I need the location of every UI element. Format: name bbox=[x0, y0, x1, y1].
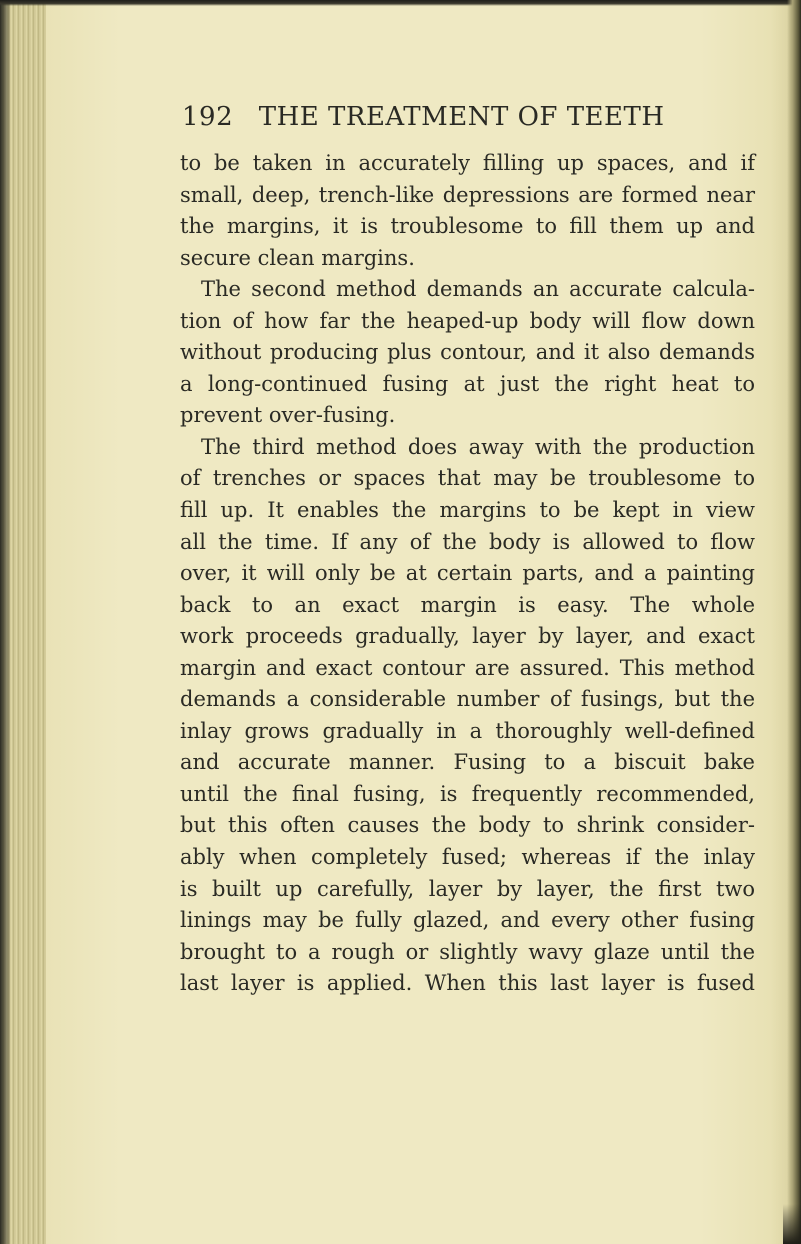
text-line: The second method demands an accurate calcula- bbox=[201, 277, 755, 302]
gutter-shadow bbox=[0, 0, 10, 1244]
body-text bbox=[180, 148, 755, 1000]
text-line: brought to a rough or slightly wavy glaze until the bbox=[180, 939, 755, 964]
text-line: over, it will only be at certain parts, and a painting bbox=[180, 561, 755, 586]
text-line: of trenches or spaces that may be troublesome to bbox=[180, 466, 755, 491]
text-line: until the final fusing, is frequently recommended, bbox=[180, 781, 755, 806]
text-line: margin and exact contour are assured. This method bbox=[180, 655, 755, 680]
running-title: THE TREATMENT OF TEETH bbox=[258, 102, 665, 132]
text-line: but this often causes the body to shrink consider- bbox=[180, 813, 755, 838]
text-line: is built up carefully, layer by layer, the first two bbox=[180, 876, 755, 901]
text-line: fill up. It enables the margins to be kept in view bbox=[180, 498, 755, 523]
text-line: and accurate manner. Fusing to a biscuit bake bbox=[180, 750, 755, 775]
text-line: prevent over-fusing. bbox=[180, 403, 396, 428]
page-corner-shadow bbox=[783, 1204, 801, 1244]
text-line: all the time. If any of the body is allowed to flow bbox=[180, 529, 755, 554]
text-line: the margins, it is troublesome to fill them up and bbox=[180, 214, 755, 239]
text-line: to be taken in accurately filling up spaces, and if bbox=[180, 151, 755, 175]
text-line: last layer is applied. When this last layer is fused bbox=[180, 971, 755, 996]
text-line: demands a considerable number of fusings, but the bbox=[180, 687, 755, 712]
text-line: ably when completely fused; whereas if the inlay bbox=[180, 845, 755, 870]
text-line: work proceeds gradually, layer by layer, and exact bbox=[180, 624, 755, 649]
text-line: The third method does away with the production bbox=[201, 434, 755, 459]
text-line: secure clean margins. bbox=[180, 245, 415, 270]
text-line: tion of how far the heaped-up body will flow down bbox=[180, 308, 755, 333]
text-line: inlay grows gradually in a thoroughly well-defined bbox=[180, 718, 755, 743]
text-line: small, deep, trench-like depressions are formed near bbox=[180, 182, 755, 207]
running-header bbox=[182, 102, 702, 142]
page-top-edge bbox=[0, 0, 801, 6]
page-right-edge bbox=[787, 0, 801, 1244]
text-line: a long-continued fusing at just the right heat to bbox=[180, 371, 755, 396]
text-line: back to an exact margin is easy. The whole bbox=[180, 592, 755, 617]
text-line: linings may be fully glazed, and every other fusing bbox=[180, 908, 755, 933]
page-number: 192 bbox=[182, 102, 234, 132]
text-line: without producing plus contour, and it also demands bbox=[180, 340, 755, 365]
